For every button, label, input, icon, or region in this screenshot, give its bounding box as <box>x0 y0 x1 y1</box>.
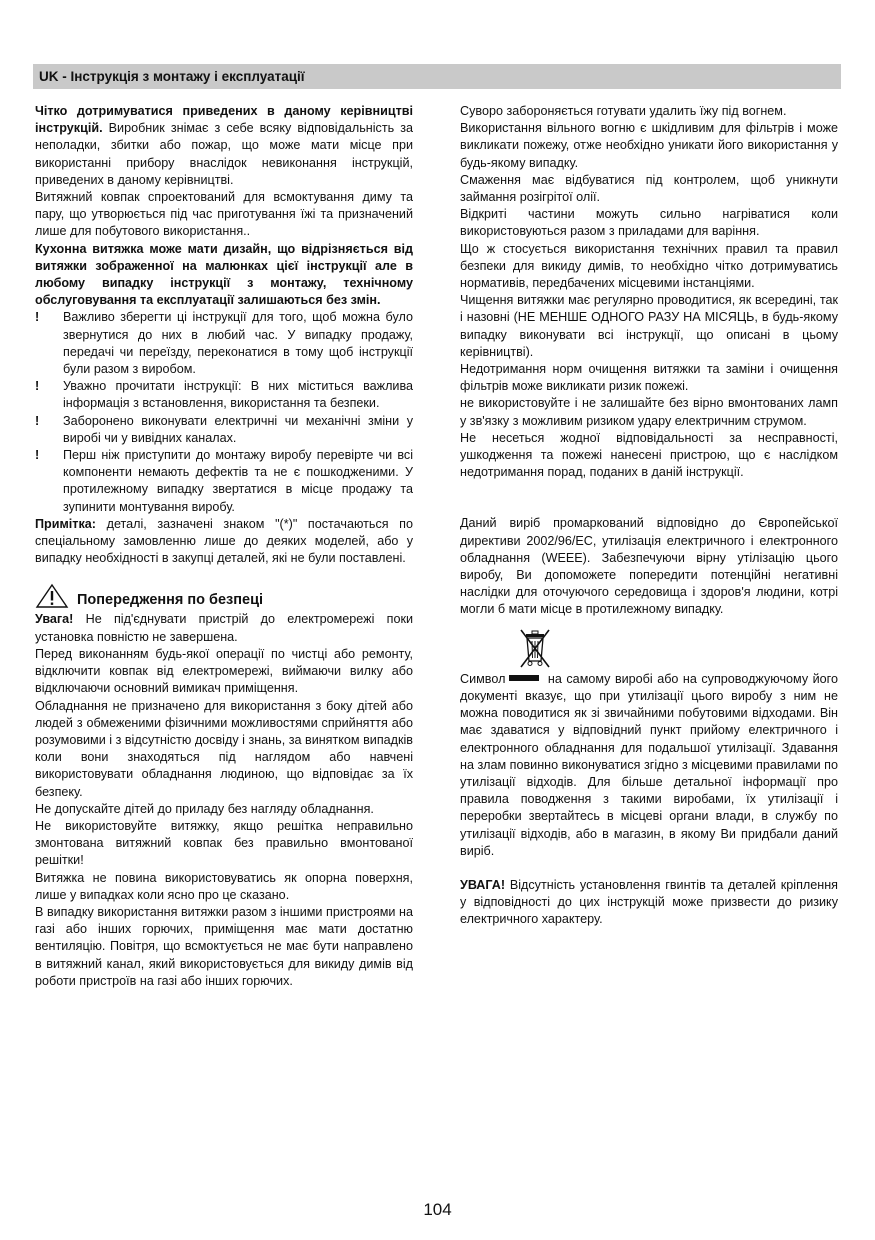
page-number: 104 <box>423 1200 452 1219</box>
safety-paragraph: Витяжка не повина використовуватись як опорна поверхня, лише у випадках коли ясно про це сказано. <box>35 870 413 902</box>
list-item: ! Заборонено виконувати електричні чи механічні зміни у виробі чи у вивідних каналах. <box>35 413 413 447</box>
note-paragraph: Примітка: деталі, зазначені знаком "(*)" постачаються по спеціальному замовленню лише до деяких моделей, або у випадку необхідності в закупці деталей, які не були поставлені. <box>35 516 413 566</box>
safety-paragraph: Обладнання не призначено для використання з боку дітей або людей з обмеженими фізичними можливостями сприйняття або розумовими і з відсутністю досвіду і знань, за винятком випадків коли вони знаходяться під наглядом або навчені використовувати обладнання людиною, що відповідає за їх безпеку. <box>35 698 413 799</box>
rule-paragraph: Чищення витяжки має регулярно проводитися, як всередині, так і назовні (НЕ МЕНШЕ ОДНОГО РАЗУ НА МІСЯЦЬ, в будь-якому випадку виконувати всі інструкції, що описані в цьому керівництві). <box>460 293 838 359</box>
spacer <box>460 860 838 877</box>
intro-paragraph: Чітко дотримуватися приведених в даному керівництві інструкцій. Виробник знімає з себе всяку відповідальність за неполадки, збитки або пожар, що може мати місце при використанні прибору внаслідок невиконання інструкцій, приведених в даному керівництві. <box>35 104 413 187</box>
symbol-paragraph: Символ на самому виробі або на супроводжуючому його документі вказує, що при утилізації цього виробу з ним не можна поводитися як зі звичайними побутовими відходами. Він має здаватися у відповідний пункт прийому електричного і електронного обладнання для подальшої утилізації. Здавання на злам повинно виконуватися згідно з місцевими правилами по утилізації відходів. Для більше детальної інформації про правила поводження з такими виробами, їх утилізації і переробки звертайтесь в місцеві органи влади, в службу по утилізації відходів, або в магазин, в якому Ви придбали даний виріб. <box>460 671 838 858</box>
safety-paragraph: Не використовуйте витяжку, якщо решітка неправильно змонтована витяжний ковпак без правильно вмонтованої решітки! <box>35 818 413 868</box>
rule-paragraph: Що ж стосується використання технічних правил та правил безпеки для викиду димів, то необхідно чітко дотримуватись нормативів, передбачених місцевими інстанціями. <box>460 241 838 291</box>
rule-paragraph: не використовуйте і не залишайте без вірно вмонтованих ламп у зв'язку з можливим ризиком удару електричним струмом. <box>460 396 838 428</box>
final-warning-paragraph: УВАГА! Відсутність установлення гвинтів та деталей кріплення у відповідності до цих інструкцій може призвести до ризику електричного характеру. <box>460 877 838 927</box>
rule-paragraph: Суворо забороняється готувати удалить їжу під вогнем. <box>460 104 787 118</box>
exclamation-icon: ! <box>35 310 40 325</box>
safety-paragraph: В випадку використання витяжки разом з іншими пристроями на газі або інших горючих, приміщення має мати достатню вентиляцію. Повітря, що всмоктується не має бути направлено в витяжний канал, який використовується для викиду димів від роботи пристроїв на газі або інших горючих. <box>35 904 413 988</box>
rule-paragraph: Недотримання норм очищення витяжки та заміни і очищення фільтрів може викликати ризик пожежі. <box>460 362 838 394</box>
safety-paragraph: Перед виконанням будь-якої операції по чистці або ремонту, відключити ковпак від електромережі, виймаючи вилку або відключаючи основний вимикач приміщення. <box>35 646 413 696</box>
rule-paragraph: Смаження має відбуватися під контролем, щоб уникнути займання розігрітої олії. <box>460 172 838 205</box>
right-column <box>460 103 838 929</box>
design-note-paragraph: Кухонна витяжка може мати дизайн, що відрізняється від витяжки зображенної на малюнках цієї інструкції але в любому випадку інструкції з монтажу, технічному обслуговування та експлуатації залишаються без змін. <box>35 241 413 308</box>
black-bar-icon <box>509 675 539 681</box>
attention-paragraph: Увага! Не під'єднувати пристрій до електромережі поки установка повністю не завершена. <box>35 612 413 644</box>
spacer <box>460 481 838 498</box>
section-header <box>33 64 841 89</box>
rule-paragraph: Не несеться жодної відповідальності за несправності, ушкодження та пожежі нанесені пристрою, що є наслідком недотримання порад, поданих в даній інструкції. <box>460 430 838 480</box>
warning-triangle-icon <box>35 583 69 609</box>
safety-heading <box>35 583 413 609</box>
safety-paragraph: Не допускайте дітей до приладу без нагляду обладнання. <box>35 801 374 816</box>
crossed-bin-icon <box>515 627 555 669</box>
weee-symbol <box>460 627 838 671</box>
rule-paragraph: Використання вільного вогню є шкідливим для фільтрів і може викликати пожежу, отже необхідно уникати його використання у будь-якому випадку. <box>460 121 838 170</box>
purpose-paragraph: Витяжний ковпак спроектований для всмоктування диму та пару, що утворюється під час приготування їжі та призначений лише для побутового використання.. <box>35 190 413 239</box>
exclamation-icon: ! <box>35 379 40 394</box>
section-title: UK - Інструкція з монтажу і експлуатації <box>39 69 305 84</box>
left-column <box>35 103 413 990</box>
list-item: ! Уважно прочитати інструкції: В них міститься важлива інформація з встановлення, використання та безпеки. <box>35 378 413 412</box>
list-item: ! Перш ніж приступити до монтажу виробу перевірте чи всі компоненти немають дефектів та не є пошкодженими. У протилежному випадку звертатися в місце продажу та зупинити монтування виробу. <box>35 447 413 516</box>
rule-paragraph: Відкриті частини можуть сильно нагріватися коли використовуються разом з приладами для варіння. <box>460 207 838 239</box>
spacer <box>460 498 838 515</box>
list-item: ! Важливо зберегти ці інструкції для того, щоб можна було звернутися до них в любий час. У випадку продажу, передачі чи переїзду, переконатися в тому щоб інструкції були разом з виробом. <box>35 309 413 378</box>
weee-paragraph: Даний виріб промаркований відповідно до Європейської директиви 2002/96/EC, утилізація електричного і електронного обладнання (WEEE). Забезпечуючи вірну утілізацію цього виробу, Ви допоможете попередити потенційні негативні наслідки для оточуючого середовища і здоров'я людини, котрі могли б мати місце в протилежному випадку. <box>460 516 838 617</box>
exclamation-icon: ! <box>35 448 40 463</box>
safety-heading-text: Попередження по безпеці <box>77 592 264 609</box>
exclamation-icon: ! <box>35 413 40 428</box>
